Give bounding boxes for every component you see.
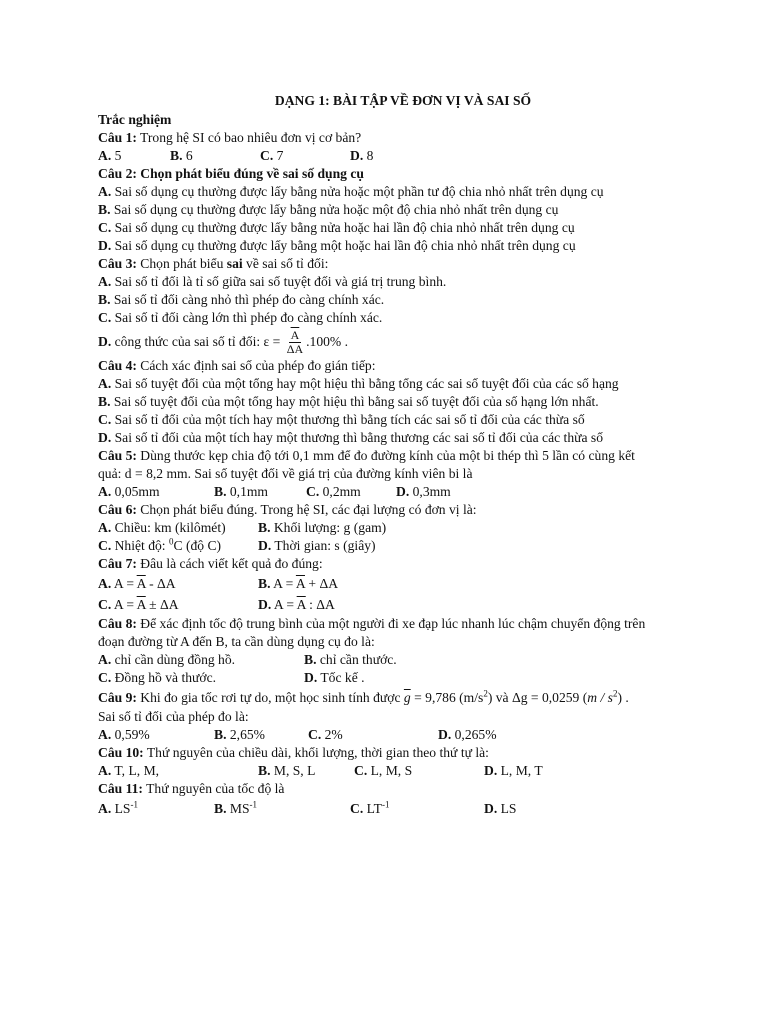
text-segment: Chiều: km (kilômét) <box>111 520 226 535</box>
question-5-cont: quả: d = 8,2 mm. Sai số tuyệt đối về giá trị của đường kính viên bi là <box>98 466 473 481</box>
q4-option-d <box>98 429 708 447</box>
text-segment: m / s <box>587 690 613 705</box>
text-segment: A. <box>98 652 112 667</box>
option-d <box>484 798 516 820</box>
section-heading: Trắc nghiệm <box>98 112 172 127</box>
text-segment: 0 <box>169 536 174 547</box>
question-2: Câu 2: Chọn phát biểu đúng về sai số dụng cụ <box>98 166 364 181</box>
text-segment: ) . <box>617 690 629 705</box>
question-text: Trong hệ SI có bao nhiêu đơn vị cơ bản? <box>136 130 362 145</box>
text-segment: Câu 7: <box>98 556 137 571</box>
text-segment: Để xác định tốc độ trung bình của một người đi xe đạp lúc nhanh lúc chậm chuyển động trên <box>136 616 646 631</box>
text-segment: công thức của sai số tỉ đối: ε = <box>111 334 281 349</box>
text-segment: B. <box>98 394 111 409</box>
q3-option-b <box>98 291 708 309</box>
text-segment: C. <box>98 310 112 325</box>
text-segment: 0,05mm <box>111 484 160 499</box>
text-segment: B. <box>258 763 271 778</box>
q2-option-b <box>98 201 708 219</box>
text-segment: C. <box>98 538 112 553</box>
option-d <box>438 726 497 744</box>
text-segment: Cách xác định sai số của phép đo gián tiếp: <box>136 358 376 373</box>
question-7 <box>98 555 708 573</box>
q6-options-row1 <box>98 519 708 537</box>
text-segment: C. <box>354 763 368 778</box>
text-segment: B. <box>214 484 227 499</box>
question-9 <box>98 687 708 708</box>
option-c <box>98 669 304 687</box>
text-segment: B. <box>258 520 271 535</box>
text-segment: ΔA <box>286 342 304 357</box>
text-segment: C. <box>98 597 112 612</box>
text-segment: - ΔA <box>145 576 176 591</box>
text-segment: MS <box>226 801 250 816</box>
q7-options-row1 <box>98 573 708 594</box>
text-segment: B. <box>214 727 227 742</box>
question-9-cont: Sai số tỉ đối của phép đo là: <box>98 709 249 724</box>
text-segment: Sai số dụng cụ thường được lấy bằng một hoặc hai lần độ chia nhỏ nhất trên dụng cụ <box>111 238 576 253</box>
text-segment: A. <box>98 148 112 163</box>
option-a <box>98 147 170 165</box>
text-segment: Sai số dụng cụ thường được lấy bằng nửa hoặc một độ chia nhỏ nhất trên dụng cụ <box>110 202 559 217</box>
text-segment: 6 <box>182 148 193 163</box>
q7-options-row2 <box>98 594 708 615</box>
q10-options <box>98 762 708 780</box>
option-b <box>304 651 397 669</box>
text-segment: + ΔA <box>304 576 339 591</box>
text-segment: Sai số tuyệt đối của một tổng hay một hiệu thì bằng sai số tuyệt đối của số hạng lớn nhất. <box>110 394 599 409</box>
text-segment: B. <box>98 202 111 217</box>
text-segment: $\overline{A}$ <box>136 576 146 591</box>
text-segment: chỉ cần thước. <box>316 652 397 667</box>
text-segment: Câu 10: <box>98 745 144 760</box>
question-6 <box>98 501 708 519</box>
text-segment: A = <box>111 597 137 612</box>
text-segment: LT <box>363 801 382 816</box>
text-segment: A. <box>98 484 112 499</box>
text-segment: A. <box>98 274 112 289</box>
text-segment: D. <box>350 148 364 163</box>
text-segment: ± ΔA <box>145 597 179 612</box>
text-segment: Sai số dụng cụ thường được lấy bằng nửa hoặc một phần tư độ chia nhỏ nhất trên dụng cụ <box>111 184 604 199</box>
question-8-cont: đoạn đường từ A đến B, ta cần dùng dụng cụ đo là: <box>98 634 375 649</box>
text-segment: C. <box>98 412 112 427</box>
text-segment: M, S, L <box>270 763 316 778</box>
text-segment: về sai số tỉ đối: <box>242 256 329 271</box>
text-segment: D. <box>258 538 272 553</box>
text-segment: = 9,786 (m/s <box>410 690 484 705</box>
text-segment: $\overline{A}$ <box>136 597 146 612</box>
question-3 <box>98 255 708 273</box>
text-segment: $\overline{A}$ <box>296 597 306 612</box>
option-d <box>484 762 543 780</box>
relative-error-fraction <box>285 329 305 356</box>
text-segment: Sai số tỉ đối của một tích hay một thương thì bằng tích các sai số tỉ đối của các thừa số <box>111 412 585 427</box>
text-segment: 8 <box>363 148 374 163</box>
option-b <box>258 762 354 780</box>
option-a <box>98 483 214 501</box>
option-b <box>214 726 308 744</box>
text-segment: $\overline{A}$ <box>295 576 305 591</box>
text-segment: Sai số tuyệt đối của một tổng hay một hiệu thì bằng tổng các sai số tuyệt đối của các số hạng <box>111 376 619 391</box>
q11-options <box>98 798 708 820</box>
text-segment: D. <box>484 801 498 816</box>
text-segment: LS <box>497 801 517 816</box>
text-segment: -1 <box>130 799 138 810</box>
text-segment: Sai số tỉ đối càng lớn thì phép đo càng chính xác. <box>111 310 383 325</box>
text-segment: L, M, S <box>367 763 413 778</box>
text-segment: C. <box>308 727 322 742</box>
option-a <box>98 762 258 780</box>
text-segment: Câu 8: <box>98 616 137 631</box>
text-segment: Khi đo gia tốc rơi tự do, một học sinh tính được <box>136 690 404 705</box>
text-segment: chỉ cần dùng đồng hồ. <box>111 652 236 667</box>
text-segment: Câu 9: <box>98 690 137 705</box>
text-segment: A = <box>270 576 296 591</box>
text-segment: B. <box>214 801 227 816</box>
text-segment: 2 <box>483 688 488 699</box>
text-segment: 0,3mm <box>409 484 451 499</box>
option-c <box>354 762 484 780</box>
text-segment: 0,2mm <box>319 484 361 499</box>
text-segment: A. <box>98 184 112 199</box>
question-11 <box>98 780 708 798</box>
text-segment: 2,65% <box>226 727 265 742</box>
question-8 <box>98 615 708 633</box>
worksheet <box>98 92 708 820</box>
text-segment: D. <box>98 238 112 253</box>
option-a <box>98 726 214 744</box>
text-segment: Đâu là cách viết kết quả đo đúng: <box>136 556 323 571</box>
q4-option-a <box>98 375 708 393</box>
text-segment: D. <box>484 763 498 778</box>
option-a <box>98 798 214 820</box>
text-segment: D. <box>98 430 112 445</box>
q5-options <box>98 483 708 501</box>
text-segment: B. <box>304 652 317 667</box>
text-segment: 7 <box>273 148 284 163</box>
text-segment: ) và Δg = 0,0259 ( <box>487 690 588 705</box>
question-10 <box>98 744 708 762</box>
option-d <box>258 537 376 555</box>
text-segment: : ΔA <box>305 597 335 612</box>
text-segment: Sai số tỉ đối là tỉ số giữa sai số tuyệt đối và giá trị trung bình. <box>111 274 447 289</box>
text-segment: D. <box>258 597 272 612</box>
text-segment: LS <box>111 801 131 816</box>
text-segment: A. <box>98 576 112 591</box>
option-a <box>98 651 304 669</box>
q8-options-row2 <box>98 669 708 687</box>
text-segment: D. <box>304 670 318 685</box>
text-segment: L, M, T <box>497 763 543 778</box>
text-segment: .100% . <box>306 334 349 349</box>
text-segment: Dùng thước kẹp chia độ tới 0,1 mm để đo đường kính của một bi thép thì 5 lần có cùng kết <box>136 448 635 463</box>
option-c <box>308 726 438 744</box>
option-d <box>396 483 451 501</box>
page-title: DẠNG 1: BÀI TẬP VỀ ĐƠN VỊ VÀ SAI SỐ <box>274 93 532 108</box>
text-segment: A. <box>98 376 112 391</box>
q3-option-c <box>98 309 708 327</box>
text-segment: $\overline{g}$ <box>403 690 411 705</box>
text-segment: Thứ nguyên của tốc độ là <box>142 781 285 796</box>
text-segment: Thứ nguyên của chiều dài, khối lượng, thời gian theo thứ tự là: <box>143 745 489 760</box>
q4-option-c <box>98 411 708 429</box>
text-segment: A = <box>111 576 137 591</box>
text-segment: Thời gian: s (giây) <box>271 538 376 553</box>
text-segment: D. <box>98 334 112 349</box>
text-segment: A. <box>98 801 112 816</box>
q4-option-b <box>98 393 708 411</box>
option-b <box>214 483 306 501</box>
option-d <box>304 669 365 687</box>
question-4 <box>98 357 708 375</box>
text-segment: Chọn phát biểu <box>136 256 227 271</box>
q1-options <box>98 147 708 165</box>
q9-options <box>98 726 708 744</box>
option-c <box>98 537 258 555</box>
text-segment: Câu 6: <box>98 502 137 517</box>
text-segment: Khối lượng: g (gam) <box>270 520 387 535</box>
text-segment: 2% <box>321 727 343 742</box>
option-c <box>98 594 258 615</box>
text-segment: T, L, M, <box>111 763 160 778</box>
question-5 <box>98 447 708 465</box>
option-b <box>258 573 338 594</box>
text-segment: Nhiệt độ: <box>111 538 169 553</box>
option-c <box>306 483 396 501</box>
text-segment: -1 <box>381 799 390 810</box>
text-segment: A. <box>98 520 112 535</box>
option-b <box>258 519 386 537</box>
text-segment: 2 <box>612 688 618 699</box>
question-label: Câu 1: <box>98 130 137 145</box>
text-segment: Chọn phát biểu đúng. Trong hệ SI, các đại lượng có đơn vị là: <box>136 502 477 517</box>
text-segment: Sai số tỉ đối của một tích hay một thương thì bằng thương các sai số tỉ đối của các thừa số <box>111 430 603 445</box>
text-segment: C. <box>306 484 320 499</box>
text-segment: Câu 11: <box>98 781 143 796</box>
question-1 <box>98 129 708 147</box>
text-segment: A = <box>271 597 297 612</box>
q3-option-a <box>98 273 708 291</box>
text-segment: Câu 5: <box>98 448 137 463</box>
text-segment: B. <box>98 292 111 307</box>
text-segment: -1 <box>249 799 258 810</box>
text-segment: sai <box>226 256 243 271</box>
option-d <box>258 594 335 615</box>
text-segment: D. <box>396 484 410 499</box>
text-segment: $\overline{A}$ <box>290 328 300 343</box>
option-b <box>170 147 260 165</box>
text-segment: C. <box>350 801 364 816</box>
option-b <box>214 798 350 820</box>
text-segment: 0,59% <box>111 727 150 742</box>
text-segment: 0,1mm <box>226 484 269 499</box>
text-segment: 5 <box>111 148 122 163</box>
text-segment: Sai số dụng cụ thường được lấy bằng nửa hoặc hai lần độ chia nhỏ nhất trên dụng cụ <box>111 220 575 235</box>
text-segment: Sai số tỉ đối càng nhỏ thì phép đo càng chính xác. <box>110 292 385 307</box>
text-segment: Câu 3: <box>98 256 137 271</box>
q2-option-a <box>98 183 708 201</box>
text-segment: 0,265% <box>451 727 497 742</box>
q2-option-d <box>98 237 708 255</box>
text-segment: D. <box>438 727 452 742</box>
option-c <box>350 798 484 820</box>
text-segment: Tốc kế . <box>317 670 365 685</box>
text-segment: B. <box>170 148 183 163</box>
option-d <box>350 147 373 165</box>
q3-option-d <box>98 327 708 357</box>
text-segment: C. <box>260 148 274 163</box>
text-segment: C. <box>98 220 112 235</box>
text-segment: A. <box>98 727 112 742</box>
text-segment: A. <box>98 763 112 778</box>
text-segment: C (độ C) <box>173 538 222 553</box>
text-segment: B. <box>258 576 271 591</box>
option-a <box>98 573 258 594</box>
q8-options-row1 <box>98 651 708 669</box>
text-segment: C. <box>98 670 112 685</box>
text-segment: Đồng hồ và thước. <box>111 670 217 685</box>
q6-options-row2 <box>98 537 708 555</box>
text-segment: Câu 4: <box>98 358 137 373</box>
q2-option-c <box>98 219 708 237</box>
option-c <box>260 147 350 165</box>
option-a <box>98 519 258 537</box>
